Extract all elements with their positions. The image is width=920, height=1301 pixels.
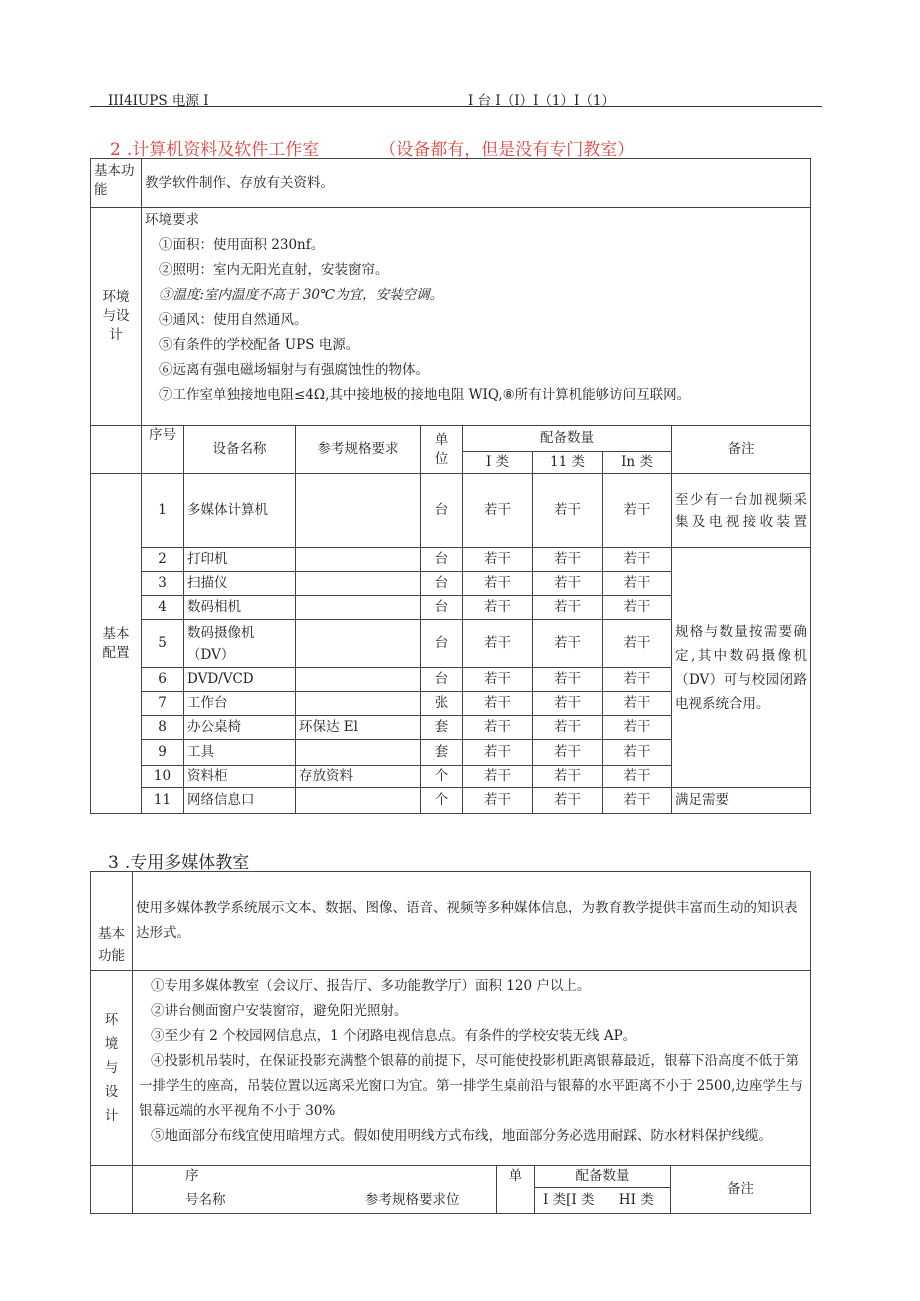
table-row-q2: 若干 bbox=[533, 740, 603, 766]
s3-env-design-content bbox=[133, 971, 811, 1166]
table-row-unit: 台 bbox=[421, 596, 463, 620]
table-row-seq: 6 bbox=[142, 668, 184, 692]
section3-number: 3 bbox=[108, 853, 119, 873]
remark-row-1: 至少有一台加视频采集及电视接收装置 bbox=[672, 474, 811, 548]
table-row-seq: 11 bbox=[142, 788, 184, 814]
table-row-q2: 若干 bbox=[533, 668, 603, 692]
table-row-name: 办公桌椅 bbox=[184, 716, 296, 740]
basic-config-label: 基本配置 bbox=[91, 474, 142, 814]
table-row-q1: 若干 bbox=[463, 740, 533, 766]
header-class-1: I 类 bbox=[463, 452, 533, 474]
section2-note: （设备都有，但是没有专门教室） bbox=[379, 140, 635, 160]
section2-title: .计算机资料及软件工作室 bbox=[126, 140, 320, 160]
table-row-name: 工作台 bbox=[184, 692, 296, 716]
table-row-q3: 若干 bbox=[603, 596, 672, 620]
env-line: ②照明：室内无阳光直射，安装窗帘。 bbox=[159, 262, 389, 278]
table-row-q2: 若干 bbox=[533, 474, 603, 548]
table-row-spec bbox=[296, 788, 421, 814]
table-row-q1: 若干 bbox=[463, 548, 533, 572]
table-row-q2: 若干 bbox=[533, 788, 603, 814]
header-seq: 序号 bbox=[142, 426, 184, 474]
header-unit: 单位 bbox=[421, 426, 463, 474]
table-row-q3: 若干 bbox=[603, 572, 672, 596]
table-row-q2: 若干 bbox=[533, 548, 603, 572]
table-row-q2: 若干 bbox=[533, 596, 603, 620]
table-row-spec bbox=[296, 596, 421, 620]
s3-env-line: ①专用多媒体教室（会议厅、报告厅、多功能教学厅）面积 120 户以上。 bbox=[151, 978, 591, 994]
s3-header-unit-bottom bbox=[497, 1188, 535, 1214]
table-row-q2: 若干 bbox=[533, 620, 603, 668]
table-row-unit: 台 bbox=[421, 548, 463, 572]
s3-header-name: 号名称 参考规格要求位 bbox=[133, 1188, 497, 1214]
table-row-q2: 若干 bbox=[533, 766, 603, 788]
table-row-q1: 若干 bbox=[463, 572, 533, 596]
table-row-q1: 若干 bbox=[463, 692, 533, 716]
s3-header-class-3: HI 类 bbox=[603, 1188, 671, 1214]
table-row-q1: 若干 bbox=[463, 788, 533, 814]
table-row-spec bbox=[296, 668, 421, 692]
s3-env-line: ④投影机吊装时，在保证投影充满整个银幕的前提下，尽可能使投影机距离银幕最近，银幕下沿高度不低于第一排学生的座高，吊装位置以远离采光窗口为宜。第一排学生桌前沿与银幕的水平距离不小于 2500,边座学生与银幕远端的水平视角不小于 30% bbox=[139, 1053, 803, 1119]
table-row-unit: 个 bbox=[421, 766, 463, 788]
table-row-q3: 若干 bbox=[603, 474, 672, 548]
table-row-q3: 若干 bbox=[603, 620, 672, 668]
env-line: ①面积：使用面积 230nf。 bbox=[159, 237, 325, 253]
table-row-q2: 若干 bbox=[533, 572, 603, 596]
table-row-q1: 若干 bbox=[463, 596, 533, 620]
table-row-q1: 若干 bbox=[463, 668, 533, 692]
remark-row-11: 满足需要 bbox=[672, 788, 811, 814]
section3-heading bbox=[108, 848, 249, 873]
table-row-spec bbox=[296, 474, 421, 548]
section2-heading bbox=[110, 135, 634, 160]
table-row-unit: 套 bbox=[421, 740, 463, 766]
table-row-q2: 若干 bbox=[533, 716, 603, 740]
header-blank bbox=[91, 426, 142, 474]
table-row-unit: 台 bbox=[421, 620, 463, 668]
env-line: ③温度:室内温度不高于 30℃为宜，安装空调。 bbox=[159, 287, 444, 303]
env-line: 环境要求 bbox=[145, 212, 199, 228]
table-row-spec bbox=[296, 620, 421, 668]
section2-table bbox=[90, 158, 811, 814]
table-row-spec bbox=[296, 572, 421, 596]
table-row-spec: 存放资料 bbox=[296, 766, 421, 788]
table-row-q3: 若干 bbox=[603, 716, 672, 740]
table-row-name: 资料柜 bbox=[184, 766, 296, 788]
table-row-seq: 4 bbox=[142, 596, 184, 620]
env-design-label: 环境与设计 bbox=[91, 208, 142, 426]
s3-env-line: ②讲台侧面窗户安装窗帘，避免阳光照射。 bbox=[151, 1003, 408, 1019]
header-name: 设备名称 bbox=[184, 426, 296, 474]
table-row-unit: 个 bbox=[421, 788, 463, 814]
s3-basic-function-text: 使用多媒体教学系统展示文本、数据、图像、语音、视频等多种媒体信息，为教育教学提供丰富而生动的知识表达形式。 bbox=[133, 872, 811, 971]
s3-header-blank bbox=[91, 1166, 133, 1214]
basic-function-text: 教学软件制作、存放有关资料。 bbox=[142, 159, 811, 208]
s3-header-unit-top: 单 bbox=[497, 1166, 535, 1188]
basic-function-label: 基本功能 bbox=[91, 159, 142, 208]
header-class-2: 11 类 bbox=[533, 452, 603, 474]
table-row-q3: 若干 bbox=[603, 548, 672, 572]
table-row-q3: 若干 bbox=[603, 788, 672, 814]
section3-table bbox=[90, 871, 811, 1214]
s3-header-qty: 配备数量 bbox=[535, 1166, 671, 1188]
s3-basic-function-label: 基本功能 bbox=[91, 872, 133, 971]
table-row-seq: 1 bbox=[142, 474, 184, 548]
header-qty: 配备数量 bbox=[463, 426, 672, 452]
table-row-seq: 7 bbox=[142, 692, 184, 716]
s3-env-line: ③至少有 2 个校园网信息点，1 个闭路电视信息点。有条件的学校安装无线 AP。 bbox=[151, 1028, 637, 1044]
table-row-name: 工具 bbox=[184, 740, 296, 766]
s3-env-line: ⑤地面部分布线宜使用暗埋方式。假如使用明线方式布线，地面部分务必选用耐踩、防水材料保护线缆。 bbox=[151, 1128, 772, 1144]
table-row-q3: 若干 bbox=[603, 740, 672, 766]
env-design-content bbox=[142, 208, 811, 426]
table-row-unit: 套 bbox=[421, 716, 463, 740]
table-row-name: DVD/VCD bbox=[184, 668, 296, 692]
table-row-name: 打印机 bbox=[184, 548, 296, 572]
table-row-spec bbox=[296, 740, 421, 766]
table-row-q3: 若干 bbox=[603, 766, 672, 788]
s3-header-seq: 序 bbox=[133, 1166, 497, 1188]
section2-number: 2 bbox=[110, 140, 121, 160]
table-row-unit: 台 bbox=[421, 572, 463, 596]
table-row-q3: 若干 bbox=[603, 668, 672, 692]
header-remark: 备注 bbox=[672, 426, 811, 474]
table-row-unit: 台 bbox=[421, 474, 463, 548]
table-row-q1: 若干 bbox=[463, 474, 533, 548]
remark-rows-2-10: 规格与数量按需要确定,其中数码摄像机（DV）可与校园闭路电视系统合用。 bbox=[672, 548, 811, 788]
table-row-seq: 8 bbox=[142, 716, 184, 740]
env-line: ⑤有条件的学校配备 UPS 电源。 bbox=[159, 337, 360, 353]
table-row-spec bbox=[296, 692, 421, 716]
table-row-q1: 若干 bbox=[463, 620, 533, 668]
table-row-spec bbox=[296, 548, 421, 572]
header-class-3: In 类 bbox=[603, 452, 672, 474]
table-row-name: 数码摄像机（DV） bbox=[184, 620, 296, 668]
table-row-unit: 张 bbox=[421, 692, 463, 716]
top-right-text: I 台 I（I）I（1）I（1） bbox=[468, 93, 615, 109]
table-row-name: 扫描仪 bbox=[184, 572, 296, 596]
table-row-q3: 若干 bbox=[603, 692, 672, 716]
table-row-seq: 10 bbox=[142, 766, 184, 788]
s3-header-remark: 备注 bbox=[671, 1166, 811, 1214]
env-line: ⑥远离有强电磁场辐射与有强腐蚀性的物体。 bbox=[159, 362, 429, 378]
table-row-name: 多媒体计算机 bbox=[184, 474, 296, 548]
table-row-seq: 5 bbox=[142, 620, 184, 668]
s3-header-class-12: I 类[I 类 bbox=[535, 1188, 603, 1214]
section3-title: .专用多媒体教室 bbox=[124, 853, 250, 873]
env-line: ⑦工作室单独接地电阻≤4Ω,其中接地极的接地电阻 WIQ,⑧所有计算机能够访问互联网。 bbox=[159, 387, 691, 403]
table-row-name: 网络信息口 bbox=[184, 788, 296, 814]
table-row-seq: 3 bbox=[142, 572, 184, 596]
s3-env-design-label: 环境与设计 bbox=[91, 971, 133, 1166]
header-spec: 参考规格要求 bbox=[296, 426, 421, 474]
top-residual-line bbox=[90, 89, 812, 109]
table-row-unit: 台 bbox=[421, 668, 463, 692]
table-row-q2: 若干 bbox=[533, 692, 603, 716]
divider bbox=[90, 106, 822, 107]
top-left-text: III4IUPS 电源 I bbox=[108, 93, 209, 109]
table-row-seq: 2 bbox=[142, 548, 184, 572]
table-row-seq: 9 bbox=[142, 740, 184, 766]
env-line: ④通风：使用自然通风。 bbox=[159, 312, 308, 328]
table-row-q1: 若干 bbox=[463, 766, 533, 788]
table-row-spec: 环保达 El bbox=[296, 716, 421, 740]
table-row-q1: 若干 bbox=[463, 716, 533, 740]
table-row-name: 数码相机 bbox=[184, 596, 296, 620]
